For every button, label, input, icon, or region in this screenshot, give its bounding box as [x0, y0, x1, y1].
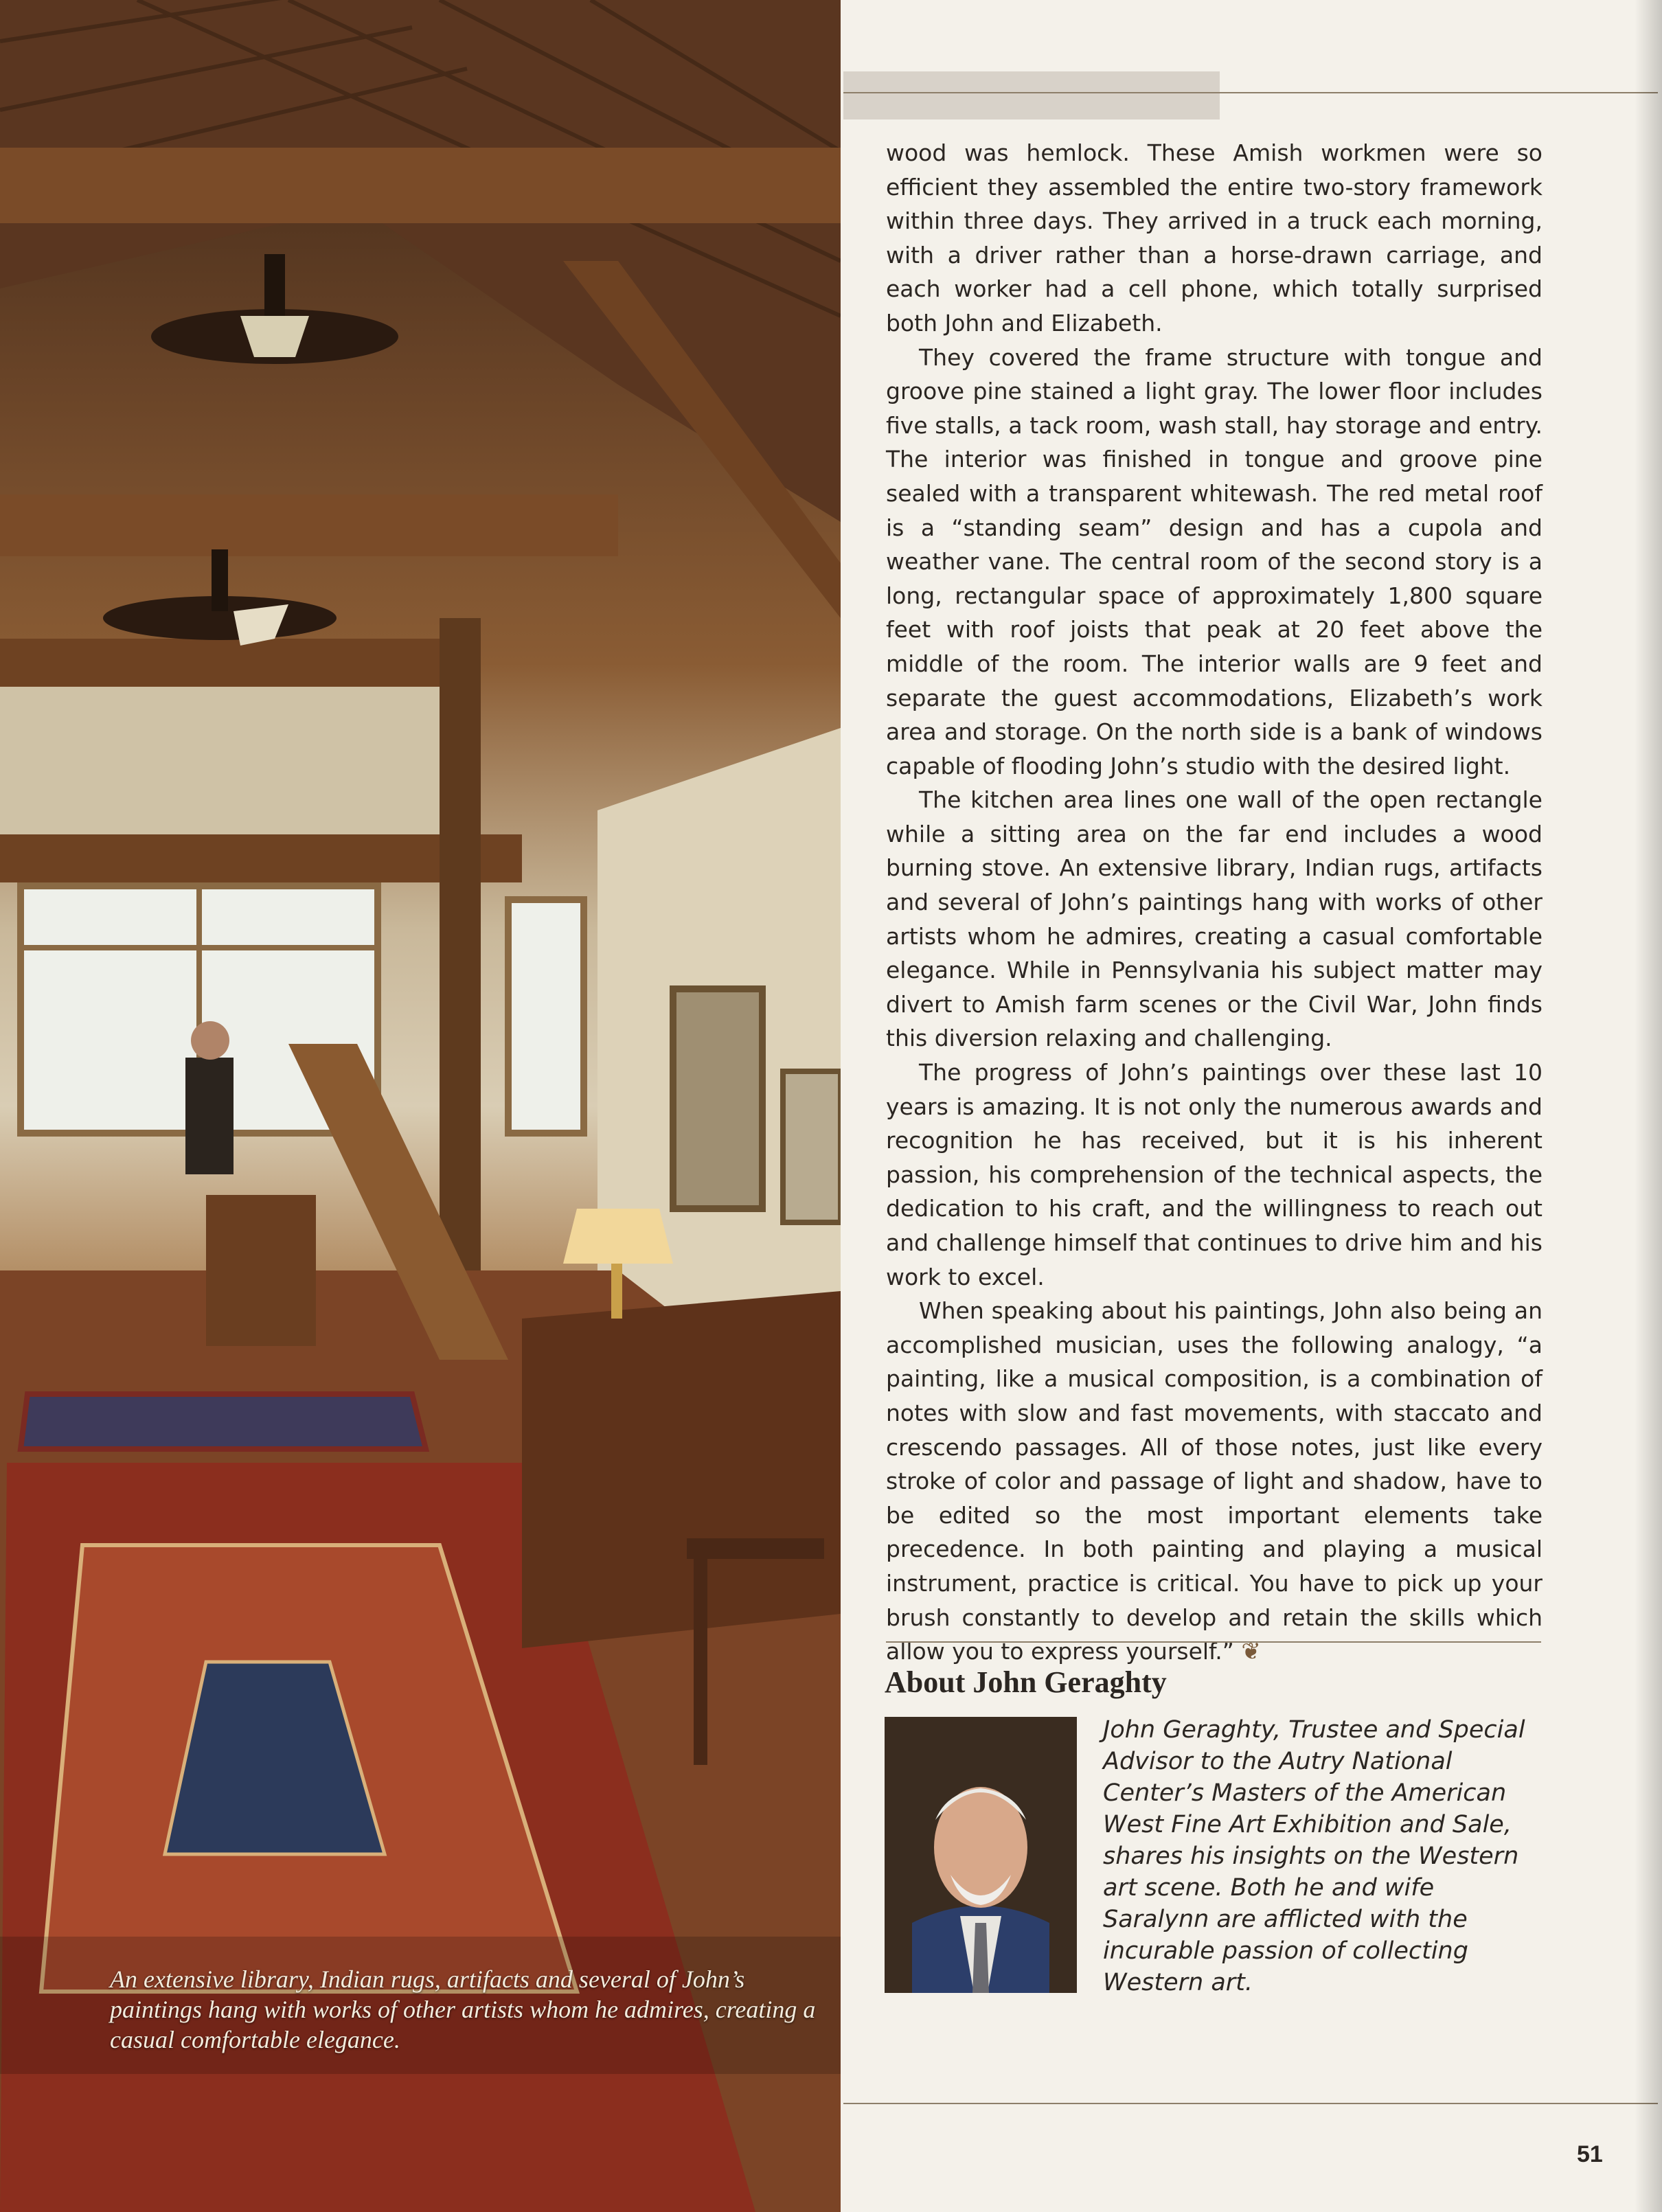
author-portrait-illustration — [885, 1717, 1077, 1993]
article-paragraph: The progress of John’s paintings over these last 10 years is amazing. It is not only the numerous awards and recognition he has received, but it is his inherent passion, his comprehension of the technical aspects, the dedication to his craft, and the willingness to reach out and challenge himself that continues to drive him and his work to excel. — [886, 1059, 1543, 1290]
about-title: About John Geraghty — [885, 1665, 1167, 1699]
header-tab — [843, 71, 1220, 119]
top-rule — [843, 92, 1658, 93]
article-paragraph: The kitchen area lines one wall of the open rectangle while a sitting area on the far end includes a wood burning stove. An extensive library, Indian rugs, artifacts and several of John’s paintings hang with works of other artists whom he admires, creating a casual comfortable elegance. While in Pennsylvania his subject matter may divert to Amish farm scenes or the Civil War, John finds this diversion relaxing and challenging. — [886, 786, 1543, 1052]
section-rule — [886, 1641, 1541, 1643]
photo-caption: An extensive library, Indian rugs, artifacts and several of John’s paintings hang with works of other artists whom he admires, creating a casual comfortable elegance. — [110, 1965, 816, 2053]
about-bio: John Geraghty, Trustee and Special Advisor to the Autry National Center’s Masters of the American West Fine Art Exhibition and Sale, shares his insights on the Western art scene. Both he and wife Saralynn are afflicted with the incurable passion of collecting Western art. — [1103, 1716, 1525, 1996]
article-paragraph-last — [886, 1294, 1543, 1669]
bottom-rule — [843, 2103, 1658, 2104]
article-paragraph-text: When speaking about his paintings, John also being an accomplished musician, uses the following analogy, “a painting, like a musical composition, is a combination of notes with slow and fast movements, with staccato and crescendo passages. All of those notes, just like every stroke of color and passage of light and shadow, have to be edited so the most important elements take precedence. In both painting and playing a musical instrument, practice is critical. You have to pick up your brush constantly to develop and retain the skills which allow you to express yourself.” — [886, 1297, 1543, 1665]
page-number: 51 — [1577, 2141, 1603, 2167]
page-edge-shadow — [1635, 0, 1662, 2212]
article-body — [886, 136, 1543, 1669]
end-mark-icon: ❦ — [1241, 1638, 1261, 1666]
article-paragraph: wood was hemlock. These Amish workmen were so efficient they assembled the entire two-story framework within three days. They arrived in a truck each morning, with a driver rather than a horse-drawn carriage, and each worker had a cell phone, which totally surprised both John and Elizabeth. — [886, 139, 1543, 337]
author-portrait — [885, 1717, 1077, 1993]
article-paragraph: They covered the frame structure with tongue and groove pine stained a light gray. The lower floor includes five stalls, a tack room, wash stall, hay storage and entry. The interior was finished in tongue and groove pine sealed with a transparent whitewash. The red metal roof is a “standing seam” design and has a cupola and weather vane. The central room of the second story is a long, rectangular space of approximately 1,800 square feet with roof joists that peak at 20 feet above the middle of the room. The interior walls are 9 feet and separate the guest accommodations, Elizabeth’s work area and storage. On the north side is a bank of windows capable of flooding John’s studio with the desired light. — [886, 343, 1543, 779]
